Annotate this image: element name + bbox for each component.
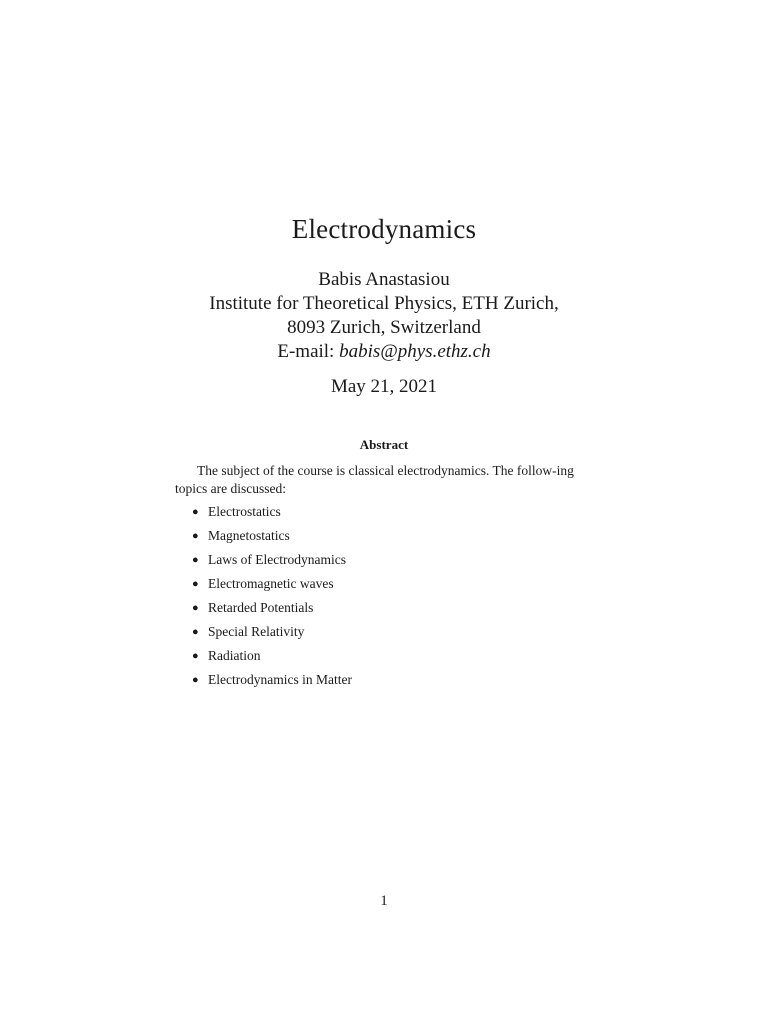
list-item (192, 551, 352, 575)
bullet-icon: ● (192, 578, 199, 590)
paper-title: Electrodynamics (291, 214, 477, 244)
author-email-line (0, 340, 768, 364)
author-name: Babis Anastasiou (318, 269, 450, 290)
author-affiliation: Institute for Theoretical Physics, ETH Zurich, (209, 293, 559, 314)
topic-label: Electromagnetic waves (208, 576, 334, 591)
list-item (192, 623, 352, 647)
topic-list (192, 503, 352, 695)
bullet-icon: ● (192, 650, 199, 662)
bullet-icon: ● (192, 626, 199, 638)
list-item (192, 599, 352, 623)
page-number: 1 (380, 893, 388, 909)
paper-date: May 21, 2021 (330, 376, 438, 397)
list-item (192, 671, 352, 695)
bullet-icon: ● (192, 602, 199, 614)
list-item (192, 527, 352, 551)
abstract-intro-text: The subject of the course is classical electrodynamics. The follow-ing topics are discussed: (175, 463, 574, 496)
list-item (192, 647, 352, 671)
list-item (192, 503, 352, 527)
topic-label: Laws of Electrodynamics (208, 552, 346, 567)
email-label: E-mail: (277, 341, 335, 362)
bullet-icon: ● (192, 506, 199, 518)
topic-label: Retarded Potentials (208, 600, 314, 615)
bullet-icon: ● (192, 530, 199, 542)
abstract-body (175, 462, 595, 498)
author-address: 8093 Zurich, Switzerland (287, 317, 481, 338)
topic-label: Radiation (208, 648, 261, 663)
bullet-icon: ● (192, 554, 199, 566)
abstract-intro (175, 462, 595, 498)
topic-label: Electrostatics (208, 504, 281, 519)
list-item (192, 575, 352, 599)
email-address[interactable]: babis@phys.ethz.ch (339, 341, 491, 362)
author-block (0, 268, 768, 364)
topic-label: Magnetostatics (208, 528, 290, 543)
bullet-icon: ● (192, 674, 199, 686)
topic-label: Special Relativity (208, 624, 305, 639)
abstract-heading: Abstract (359, 437, 409, 452)
topic-label: Electrodynamics in Matter (208, 672, 352, 687)
